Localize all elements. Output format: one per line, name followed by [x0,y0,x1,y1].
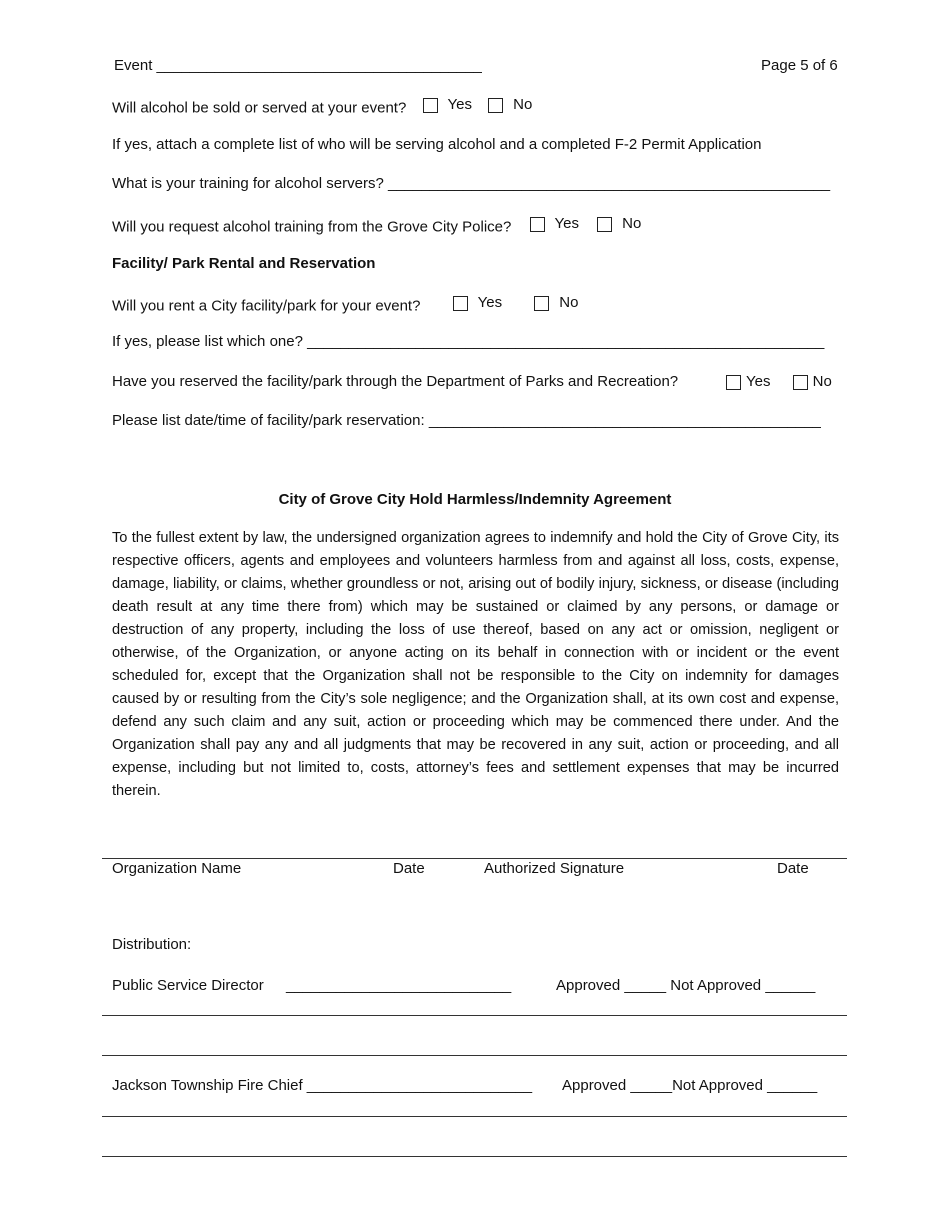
alcohol-sold-no-label: No [513,96,533,113]
divider [102,1055,847,1056]
reservation-datetime-input[interactable]: _______________________________________________ [428,412,821,429]
signature-rule [102,858,847,859]
which-facility-input[interactable]: ______________________________________________________________ [307,333,825,350]
police-training-yes-label: Yes [554,215,579,232]
which-facility-label: If yes, please list which one? [112,333,303,350]
alcohol-training-input[interactable]: _____________________________________________________ [387,175,831,192]
alcohol-attach-note: If yes, attach a complete list of who will be serving alcohol and a completed F-2 Permit Application [112,136,762,153]
reserved-row [112,373,678,391]
alcohol-sold-yes-checkbox[interactable] [423,98,438,113]
which-facility-row [112,333,824,351]
reserved-question: Have you reserved the facility/park through the Department of Parks and Recreation? [112,373,679,390]
rent-facility-yes-checkbox[interactable] [453,296,468,311]
reservation-datetime-row [112,412,821,430]
org-date-label: Date [393,860,425,877]
police-training-no-label: No [622,215,642,232]
alcohol-sold-no-checkbox[interactable] [488,98,503,113]
org-name-label: Organization Name [112,860,242,877]
fire-chief-signature[interactable]: Jackson Township Fire Chief ___________________________ [112,1077,533,1094]
police-training-yes-checkbox[interactable] [530,217,545,232]
rent-facility-no-label: No [559,294,579,311]
rent-facility-row [112,294,578,316]
reserved-yes-label: Yes [746,373,771,390]
reserved-yes-checkbox[interactable] [726,375,741,390]
alcohol-sold-yes-label: Yes [447,96,472,113]
reserved-no-checkbox[interactable] [793,375,808,390]
police-training-no-checkbox[interactable] [597,217,612,232]
police-training-row [112,215,641,237]
signature-date-label: Date [777,860,809,877]
alcohol-training-label: What is your training for alcohol servers? [112,175,384,192]
divider [102,1116,847,1117]
reservation-datetime-label: Please list date/time of facility/park reservation: [112,412,425,429]
distribution-label: Distribution: [112,936,192,953]
alcohol-sold-question: Will alcohol be sold or served at your event? [112,99,407,117]
divider [102,1015,847,1016]
page-indicator: Page 5 of 6 [761,57,838,74]
rent-facility-no-checkbox[interactable] [534,296,549,311]
police-training-question: Will you request alcohol training from the Grove City Police? [112,218,512,236]
psd-label: Public Service Director [112,977,264,994]
psd-signature-input[interactable]: ___________________________ [286,977,512,994]
psd-approval[interactable]: Approved _____ Not Approved ______ [556,977,816,994]
authorized-signature-label: Authorized Signature [484,860,625,877]
rent-facility-question: Will you rent a City facility/park for your event? [112,297,421,315]
divider [102,1156,847,1157]
fire-chief-approval[interactable]: Approved _____Not Approved ______ [562,1077,818,1094]
event-field [114,57,482,75]
facility-heading: Facility/ Park Rental and Reservation [112,255,376,272]
reserved-options [726,373,832,395]
agreement-body: To the fullest extent by law, the undersigned organization agrees to indemnify and hold the City of Grove City, its respective officers, agents and employees and volunteers harmless from and against all loss, costs, expense, damage, liability, or claims, whether groundless or not, arising out of bodily injury, sickness, or disease (including death result at any time there from) which may be sustained or claimed by any persons, or damage or destruction of any property, including the loss of use thereof, based on any act or omission, negligent or otherwise, of the Organization, or anyone acting on its behalf in connection with or incident or the event scheduled for, except that the Organization shall not be responsible to the City on indemnity for damages caused by or resulting from the City’s sole negligence; and the Organization shall, at its own cost and expense, defend any such claim and any suit, action or proceeding which may be commenced there under. And the Organization shall pay any and all judgments that may be recovered in any suit, action or proceeding, and all expense, including but not limited to, costs, attorney’s fees and settlement expenses that may be incurred therein. [112,530,839,799]
agreement-title: City of Grove City Hold Harmless/Indemnity Agreement [278,491,672,508]
event-input[interactable]: _______________________________________ [156,57,482,74]
alcohol-sold-row [112,96,532,118]
rent-facility-yes-label: Yes [477,294,503,311]
reserved-no-label: No [812,373,832,390]
event-label: Event [114,57,153,74]
alcohol-training-row [112,175,830,193]
